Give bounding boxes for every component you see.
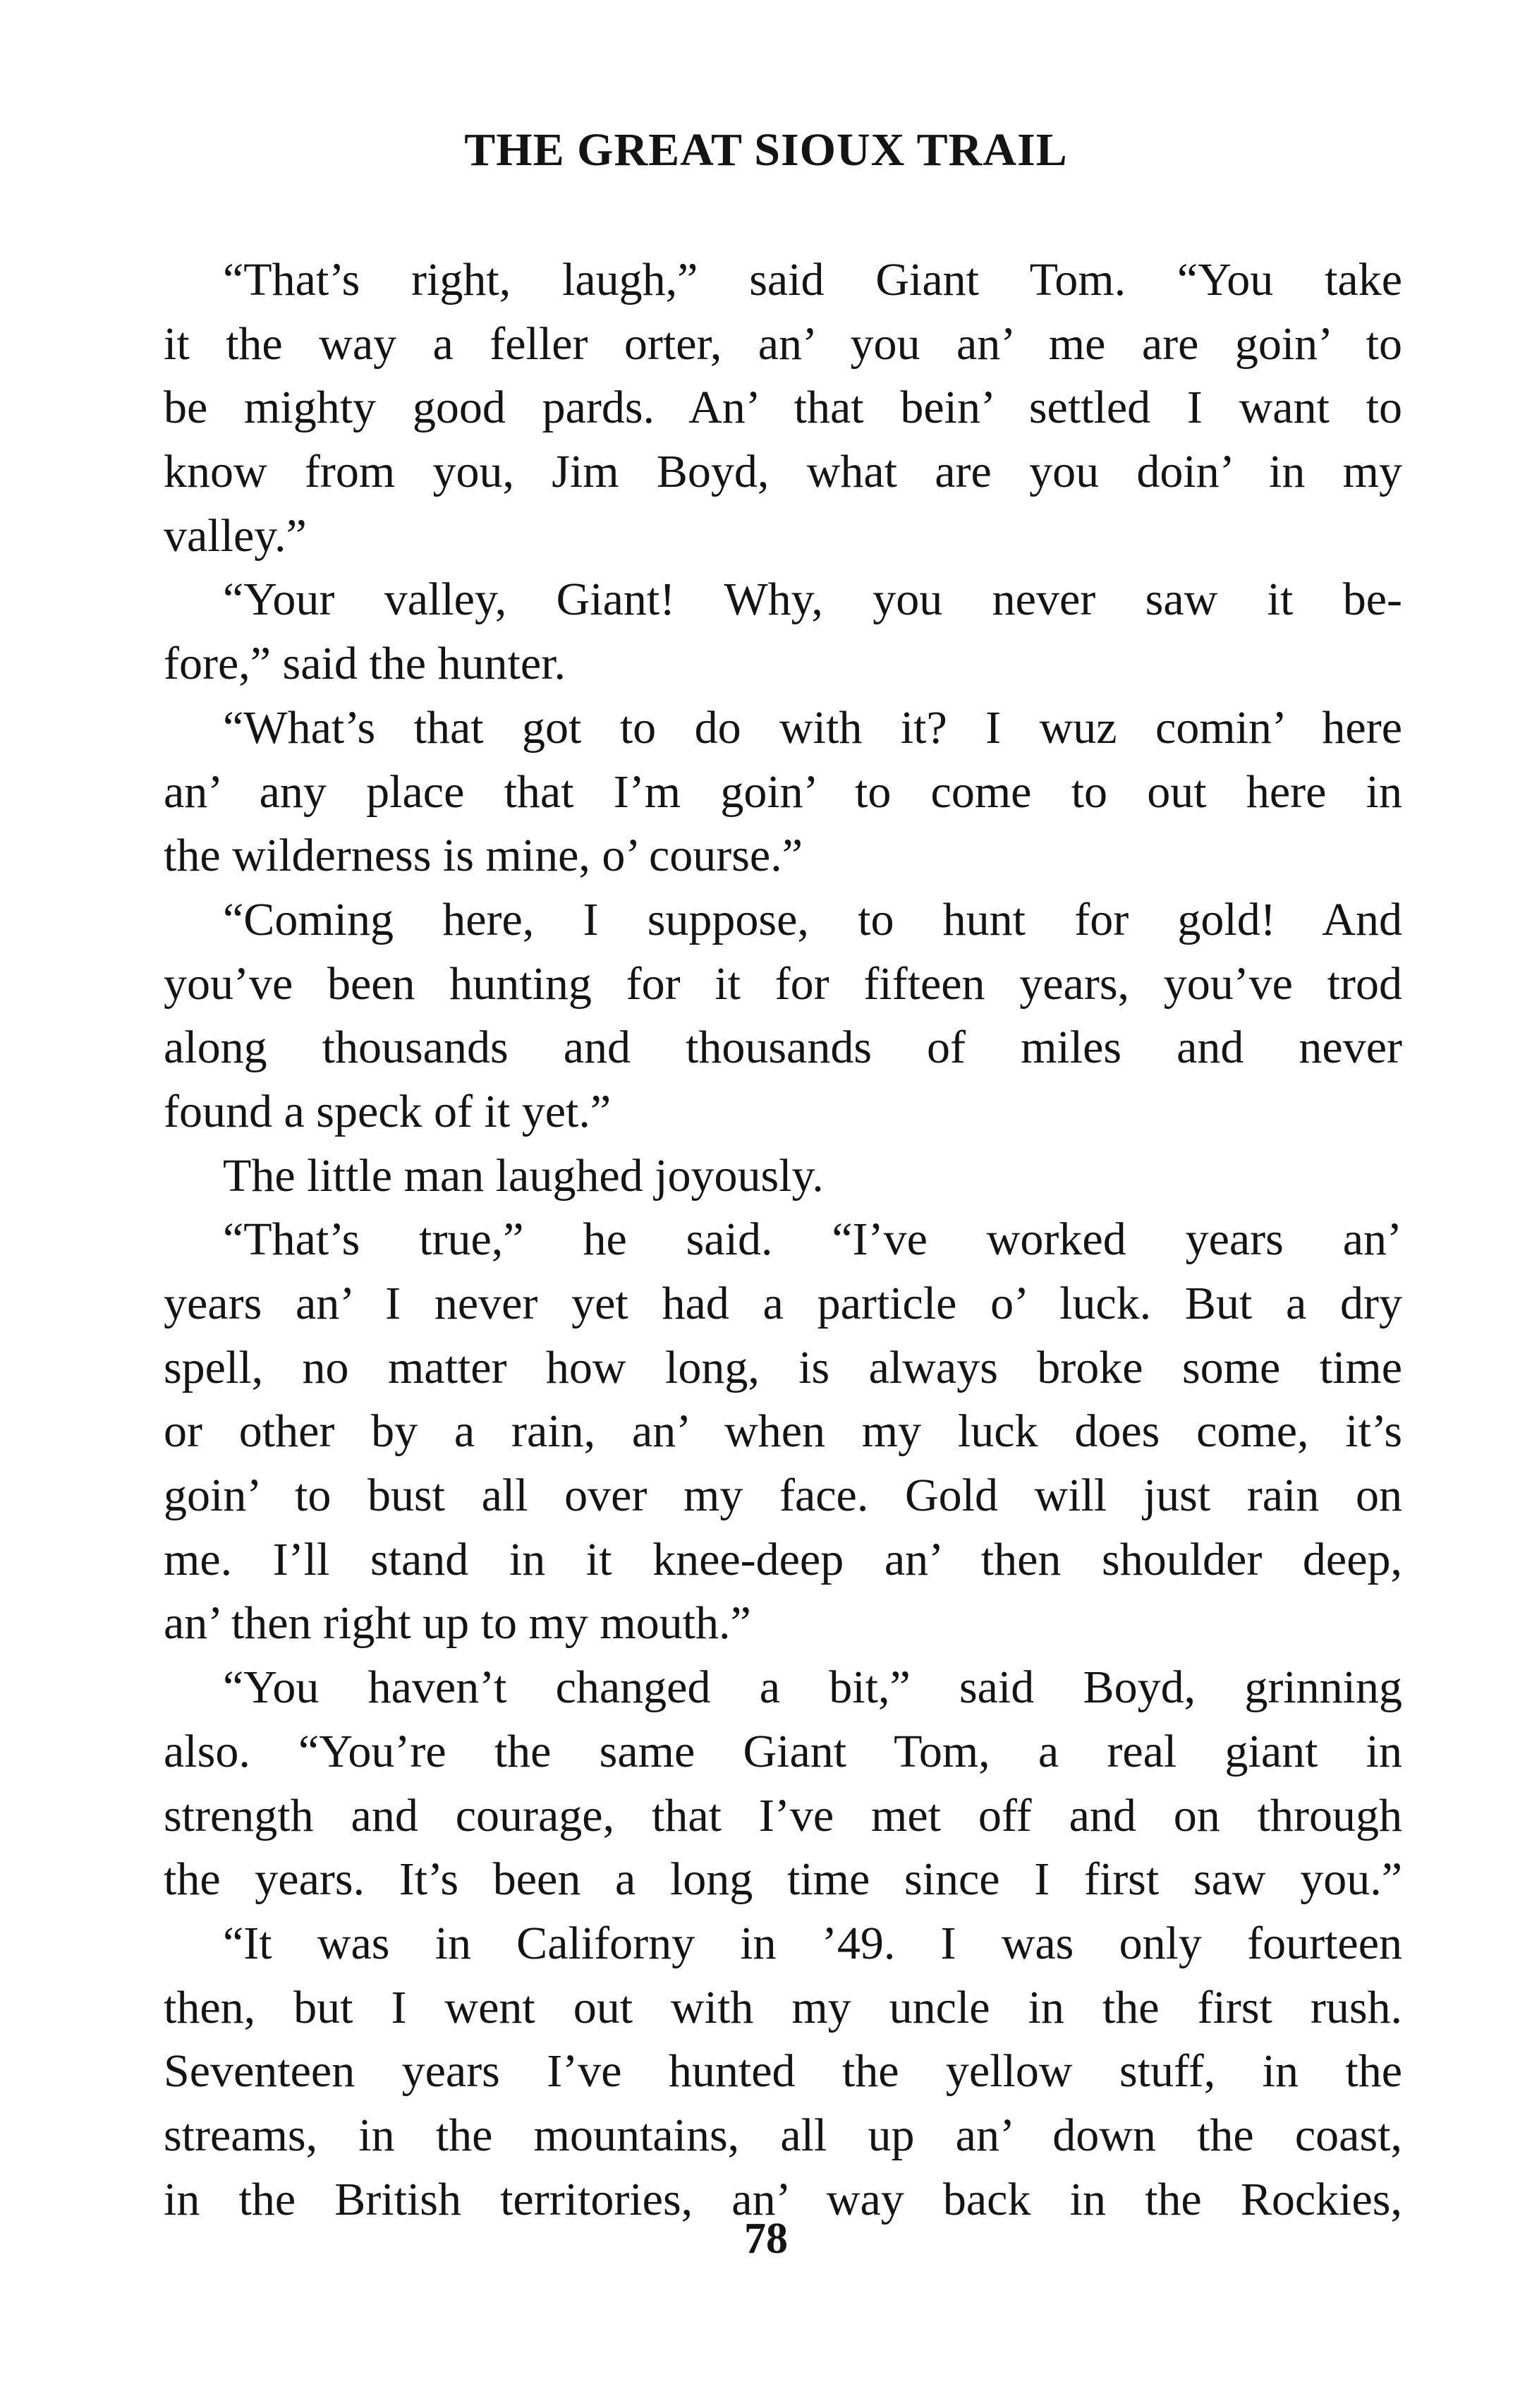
text-line: “You haven’t changed a bit,” said Boyd, grinning bbox=[223, 1662, 1402, 1714]
body-text bbox=[164, 248, 1402, 2232]
text-line: Seventeen years I’ve hunted the yellow stuff, in the bbox=[164, 2045, 1402, 2098]
text-line: The little man laughed joyously. bbox=[223, 1149, 824, 1202]
text-line: “Your valley, Giant! Why, you never saw it be- bbox=[223, 574, 1402, 626]
text-line: “That’s true,” he said. “I’ve worked years an’ bbox=[223, 1214, 1402, 1266]
text-line: “What’s that got to do with it? I wuz comin’ here bbox=[223, 701, 1402, 754]
text-line: or other by a rain, an’ when my luck does come, it’s bbox=[164, 1405, 1402, 1458]
text-line: “It was in Californy in ’49. I was only fourteen bbox=[223, 1917, 1402, 1969]
text-line: along thousands and thousands of miles and never bbox=[164, 1022, 1402, 1074]
text-line: the years. It’s been a long time since I first saw you.” bbox=[164, 1853, 1402, 1906]
text-line: goin’ to bust all over my face. Gold will just rain on bbox=[164, 1470, 1402, 1522]
running-head: THE GREAT SIOUX TRAIL bbox=[464, 124, 1068, 176]
text-line: found a speck of it yet.” bbox=[164, 1085, 612, 1137]
text-line: then, but I went out with my uncle in the first rush. bbox=[164, 1981, 1402, 2033]
text-line: you’ve been hunting for it for fifteen years, you’ve trod bbox=[164, 957, 1402, 1010]
text-line: an’ then right up to my mouth.” bbox=[164, 1597, 751, 1650]
text-line: streams, in the mountains, all up an’ down the coast, bbox=[164, 2109, 1402, 2161]
text-line: the wilderness is mine, o’ course.” bbox=[164, 830, 803, 882]
text-line: me. I’ll stand in it knee-deep an’ then shoulder deep, bbox=[164, 1533, 1402, 1585]
text-line: “Coming here, I suppose, to hunt for gold! And bbox=[223, 893, 1402, 945]
page-number: 78 bbox=[744, 2215, 788, 2263]
text-line: fore,” said the hunter. bbox=[164, 638, 566, 690]
text-line: in the British territories, an’ way back in the Rockies, bbox=[164, 2173, 1402, 2225]
text-line: valley.” bbox=[164, 509, 307, 562]
text-line: “That’s right, laugh,” said Giant Tom. “You take bbox=[223, 254, 1402, 305]
text-line: be mighty good pards. An’ that bein’ settled I want to bbox=[164, 382, 1402, 434]
text-line: strength and courage, that I’ve met off and on through bbox=[164, 1789, 1402, 1841]
text-line: know from you, Jim Boyd, what are you doin’ in my bbox=[164, 446, 1402, 498]
text-line: spell, no matter how long, is always broke some time bbox=[164, 1341, 1402, 1393]
text-line: also. “You’re the same Giant Tom, a real giant in bbox=[164, 1725, 1402, 1777]
text-line: an’ any place that I’m goin’ to come to out here in bbox=[164, 766, 1402, 818]
text-line: it the way a feller orter, an’ you an’ me are goin’ to bbox=[164, 317, 1402, 370]
text-line: years an’ I never yet had a particle o’ luck. But a dry bbox=[164, 1278, 1402, 1329]
